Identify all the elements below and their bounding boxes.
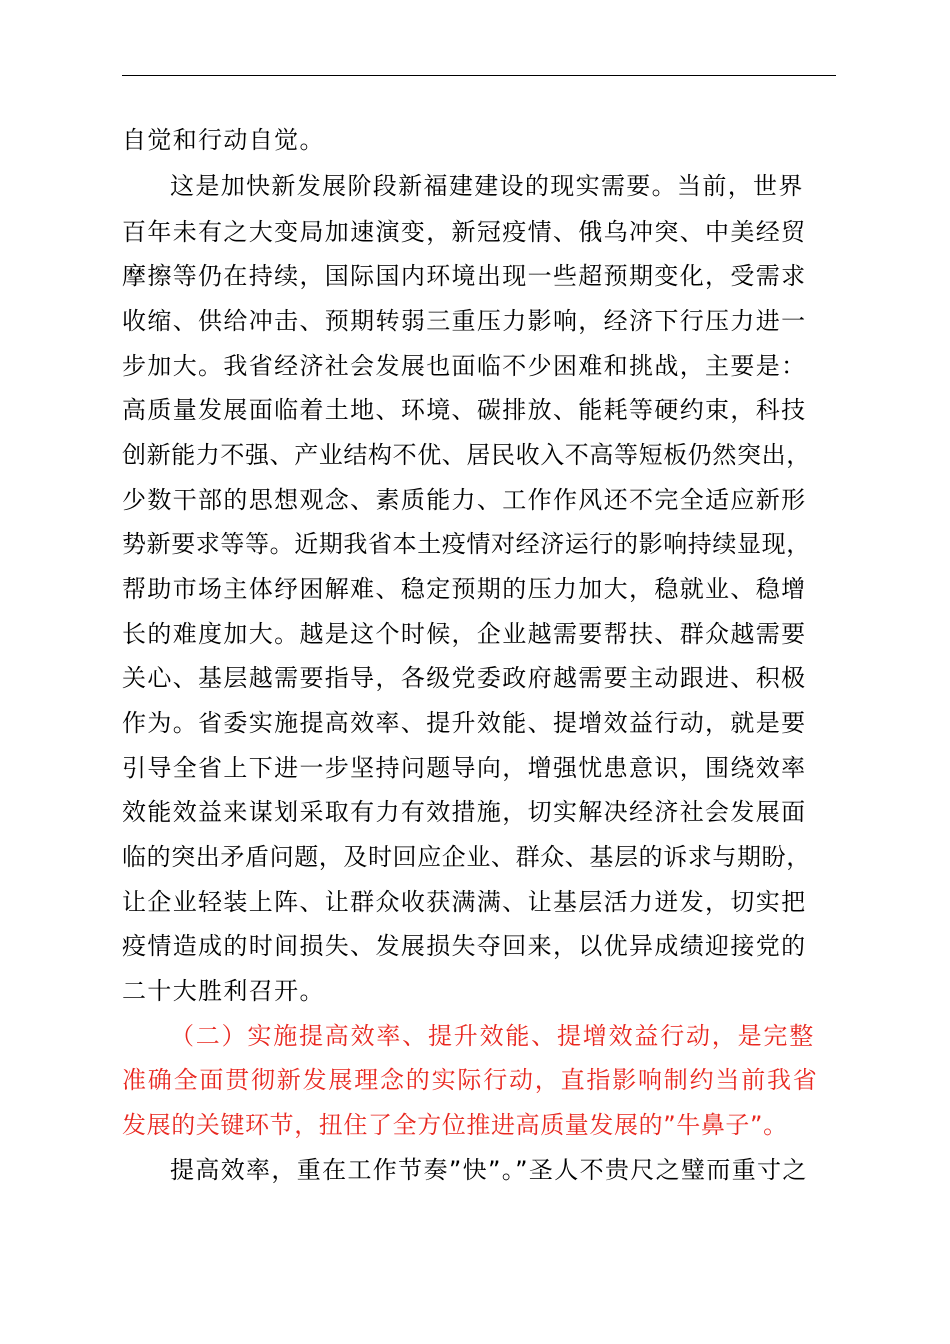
text-line: 疫情造成的时间损失、发展损失夺回来，以优异成绩迎接党的 <box>122 932 807 960</box>
text-line: 引导全省上下进一步坚持问题导向，增强忧患意识，围绕效率 <box>122 754 807 782</box>
text-line: 作为。省委实施提高效率、提升效能、提增效益行动，就是要 <box>122 709 807 737</box>
section-heading-2: （二）实施提高效率、提升效能、提增效益行动，是完整 <box>170 1022 815 1050</box>
text-line: 效能效益来谋划采取有力有效措施，切实解决经济社会发展面 <box>122 798 807 826</box>
text-line: 百年未有之大变局加速演变，新冠疫情、俄乌冲突、中美经贸 <box>122 218 807 246</box>
text-line: 摩擦等仍在持续，国际国内环境出现一些超预期变化，受需求 <box>122 262 807 290</box>
paragraph-start: 这是加快新发展阶段新福建建设的现实需要。当前，世界 <box>170 172 804 200</box>
section-heading-2-cont: 发展的关键环节，扭住了全方位推进高质量发展的”牛鼻子”。 <box>122 1111 788 1139</box>
paragraph-start: 提高效率，重在工作节奏”快”。”圣人不贵尺之璧而重寸之 <box>170 1156 808 1184</box>
text-line: 让企业轻装上阵、让群众收获满满、让基层活力迸发，切实把 <box>122 888 807 916</box>
section-heading-2-cont: 准确全面贯彻新发展理念的实际行动，直指影响制约当前我省 <box>122 1066 819 1094</box>
text-line: 关心、基层越需要指导，各级党委政府越需要主动跟进、积极 <box>122 664 807 692</box>
text-line: 二十大胜利召开。 <box>122 977 325 1005</box>
text-line: 自觉和行动自觉。 <box>122 126 325 154</box>
text-line: 帮助市场主体纾困解难、稳定预期的压力加大，稳就业、稳增 <box>122 575 807 603</box>
header-rule <box>122 75 836 76</box>
text-line: 势新要求等等。近期我省本土疫情对经济运行的影响持续显现， <box>122 530 811 558</box>
text-line: 高质量发展面临着土地、环境、碳排放、能耗等硬约束，科技 <box>122 396 807 424</box>
text-line: 长的难度加大。越是这个时候，企业越需要帮扶、群众越需要 <box>122 620 807 648</box>
text-line: 收缩、供给冲击、预期转弱三重压力影响，经济下行压力进一 <box>122 307 807 335</box>
text-line: 步加大。我省经济社会发展也面临不少困难和挑战，主要是： <box>122 352 807 380</box>
text-line: 临的突出矛盾问题，及时回应企业、群众、基层的诉求与期盼， <box>122 843 811 871</box>
text-line: 创新能力不强、产业结构不优、居民收入不高等短板仍然突出， <box>122 441 811 469</box>
text-line: 少数干部的思想观念、素质能力、工作作风还不完全适应新形 <box>122 486 807 514</box>
